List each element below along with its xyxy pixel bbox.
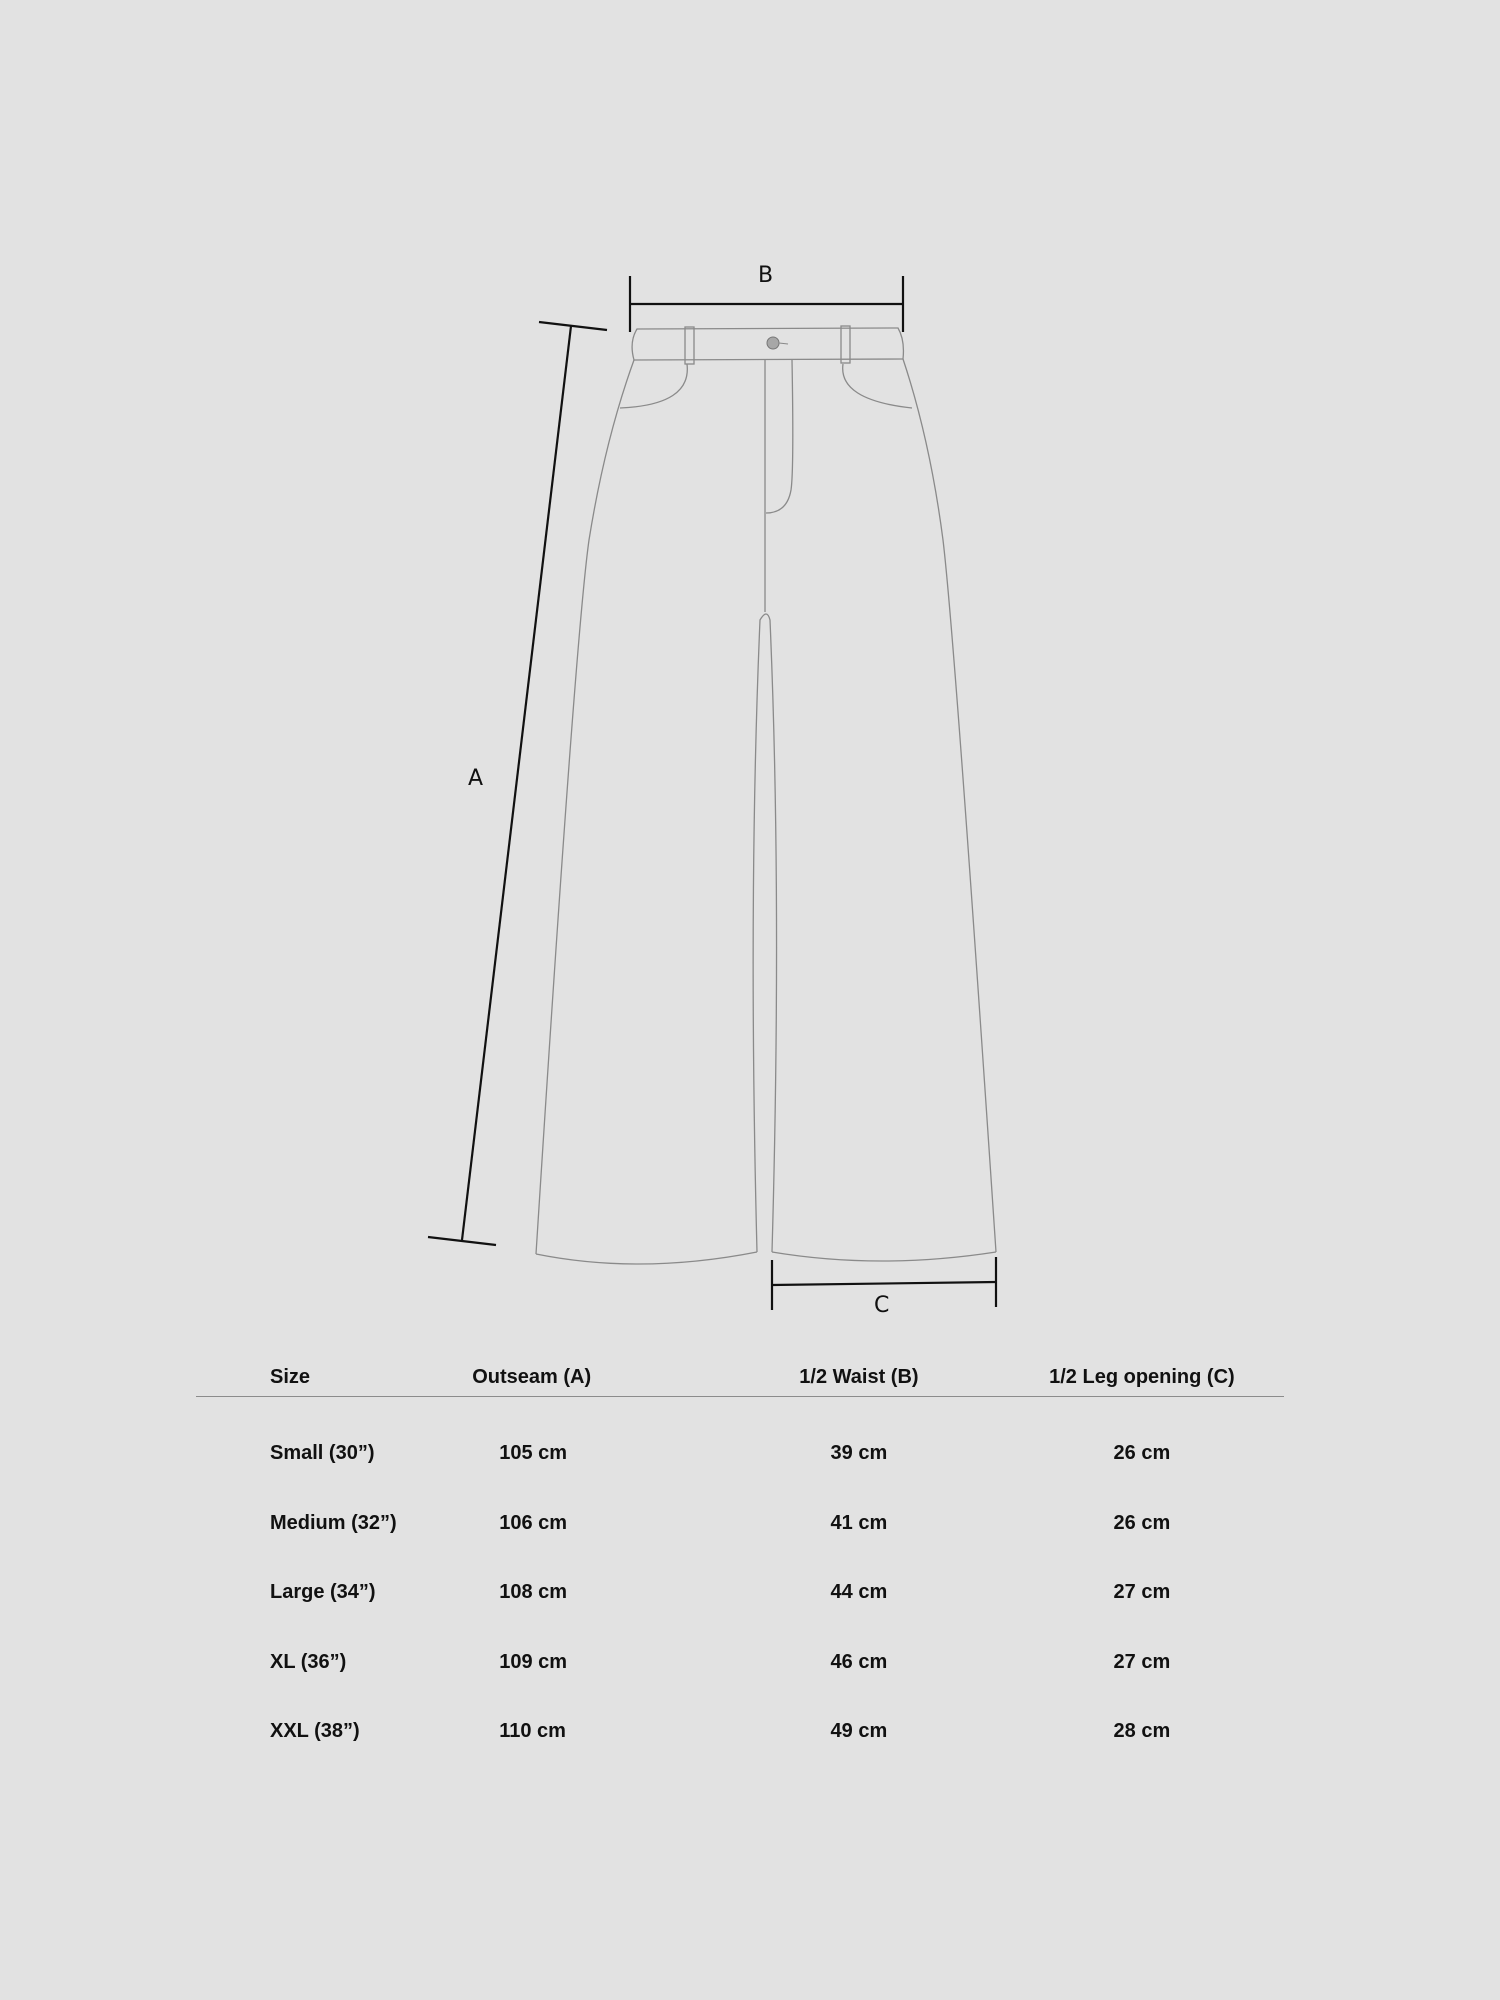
cell-waist: 49 cm — [830, 1720, 888, 1743]
cell-waist: 39 cm — [830, 1442, 888, 1465]
fly-stitch — [766, 360, 793, 513]
cell-size: XXL (38”) — [270, 1720, 360, 1743]
table-header-row — [196, 1358, 1284, 1397]
left-inseam — [753, 614, 776, 1252]
cell-outseam: 109 cm — [499, 1650, 568, 1673]
cell-outseam: 110 cm — [499, 1720, 566, 1743]
cell-size: Medium (32”) — [270, 1511, 397, 1534]
right-outer-seam — [903, 359, 996, 1252]
dimension-a-line — [428, 322, 607, 1245]
cell-leg-opening: 27 cm — [1113, 1650, 1171, 1673]
cell-leg-opening: 27 cm — [1113, 1581, 1171, 1604]
cell-size: XL (36”) — [270, 1650, 347, 1673]
cell-waist: 46 cm — [830, 1650, 888, 1673]
left-hem — [536, 1252, 757, 1264]
cell-outseam: 106 cm — [499, 1511, 568, 1534]
button-icon — [767, 337, 788, 349]
cell-leg-opening: 26 cm — [1113, 1511, 1171, 1534]
cell-size: Large (34”) — [270, 1581, 376, 1604]
cell-outseam: 108 cm — [499, 1581, 568, 1604]
header-waist: 1/2 Waist (B) — [718, 1358, 1000, 1397]
cell-leg-opening: 26 cm — [1113, 1442, 1171, 1465]
pocket-right — [843, 364, 912, 408]
cell-waist: 41 cm — [830, 1511, 888, 1534]
table-row — [196, 1558, 1284, 1628]
pants-outline — [536, 326, 996, 1264]
cell-leg-opening: 28 cm — [1113, 1720, 1171, 1743]
dimension-label-a: A — [468, 766, 484, 791]
cell-outseam: 105 cm — [499, 1442, 568, 1465]
header-outseam: Outseam (A) — [472, 1358, 718, 1397]
table-row — [196, 1489, 1284, 1559]
cell-size: Small (30”) — [270, 1442, 375, 1465]
dimension-label-b: B — [758, 263, 774, 288]
dimension-label-c: C — [874, 1293, 890, 1318]
table-row — [196, 1397, 1284, 1489]
belt-loop-right — [841, 326, 850, 363]
table-row — [196, 1628, 1284, 1698]
table-row — [196, 1697, 1284, 1767]
cell-waist: 44 cm — [830, 1581, 888, 1604]
header-leg-opening: 1/2 Leg opening (C) — [1000, 1358, 1284, 1397]
right-hem — [772, 1252, 996, 1261]
belt-loop-left — [685, 327, 694, 364]
header-size: Size — [196, 1358, 472, 1397]
size-chart-table — [196, 1358, 1284, 1767]
